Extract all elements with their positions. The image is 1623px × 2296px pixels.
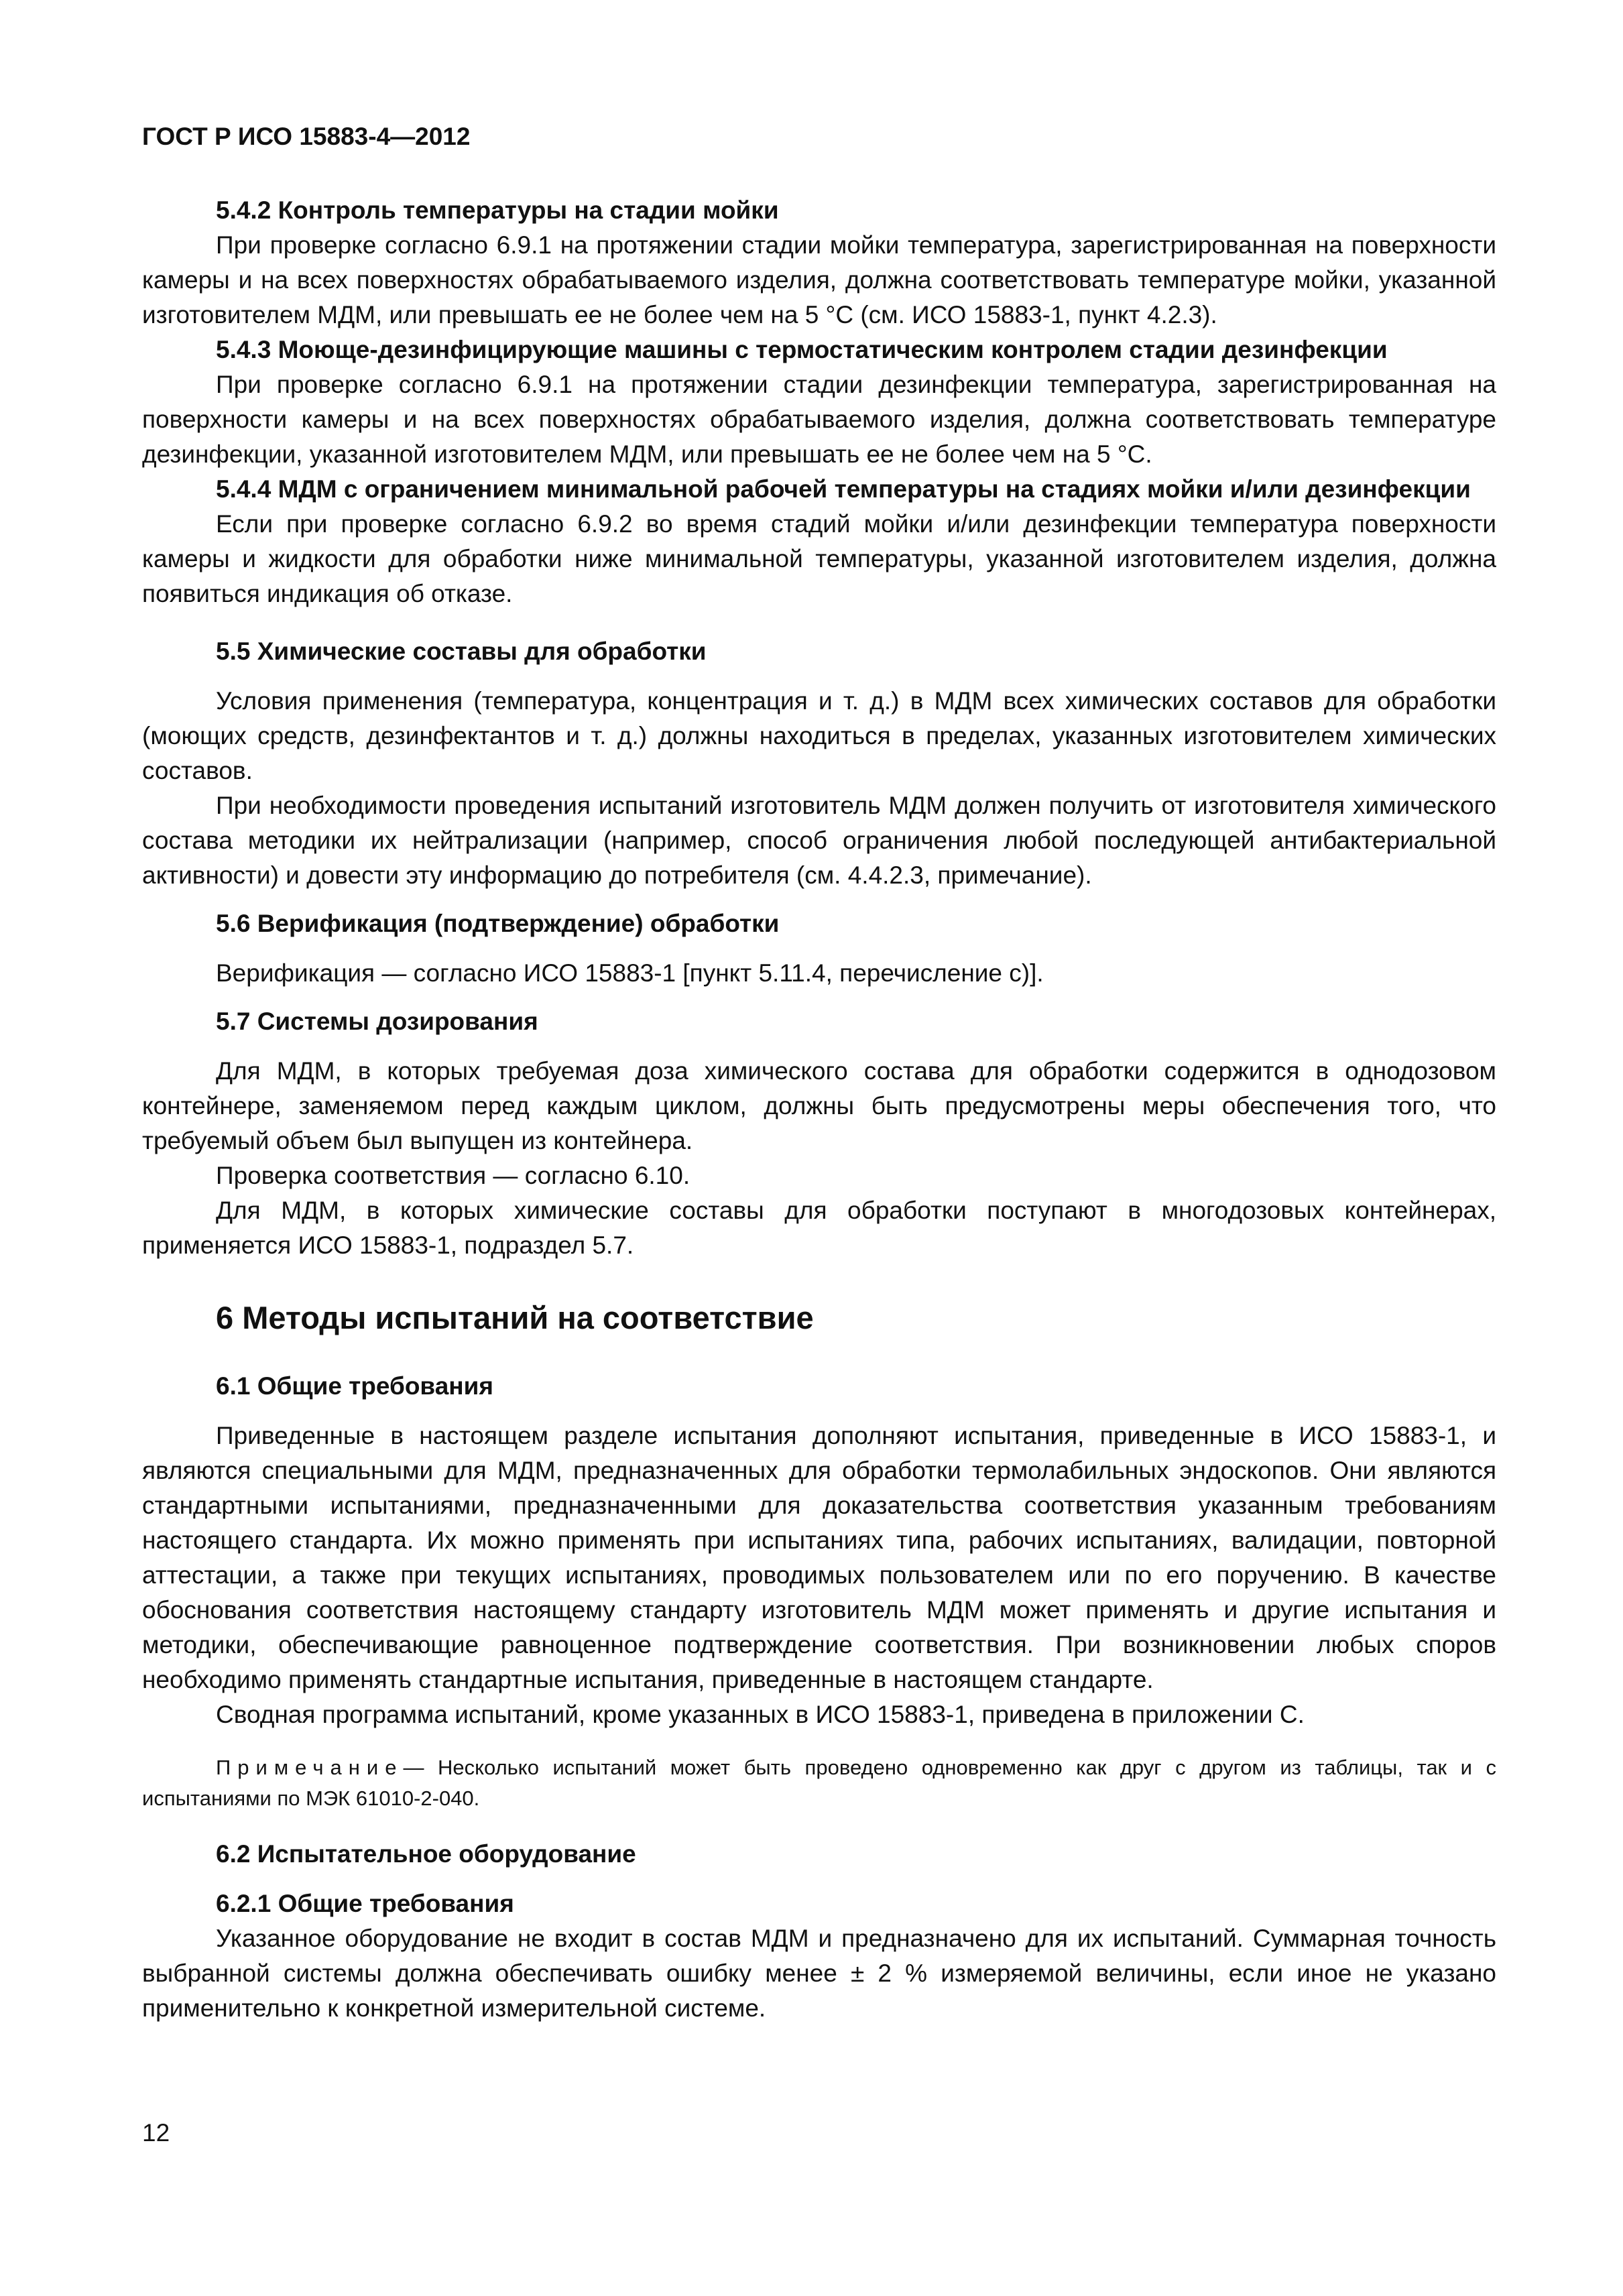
note-6-1	[142, 1752, 1496, 1814]
heading-5-4-2: 5.4.2 Контроль температуры на стадии мойки	[216, 196, 779, 224]
paragraph-5-4-4: Если при проверке согласно 6.9.2 во время стадий мойки и/или дезинфекции температура поверхности камеры и жидкости для обработки ниже минимальной температуры, указанной изготовителем изделия, должна появиться индикация об отказе.	[142, 510, 1496, 607]
page-number: 12	[142, 2119, 170, 2147]
paragraph-5-7-1: Для МДМ, в которых требуемая доза химического состава для обработки содержится в однодозовом контейнере, заменяемом перед каждым циклом, должны быть предусмотрены меры обеспечения того, что требуемый объем был выпущен из контейнера.	[142, 1057, 1496, 1154]
paragraph-5-5-1: Условия применения (температура, концентрация и т. д.) в МДМ всех химических составов для обработки (моющих средств, дезинфектантов и т. д.) должны находиться в пределах, указанных изготовителем химических составов.	[142, 687, 1496, 784]
document-header: ГОСТ Р ИСО 15883-4—2012	[142, 123, 471, 150]
heading-5-4-3: 5.4.3 Моюще-дезинфицирующие машины с термостатическим контролем стадии дезинфекции	[216, 336, 1388, 363]
paragraph-6-2-1: Указанное оборудование не входит в состав МДМ и предназначено для их испытаний. Суммарная точность выбранной системы должна обеспечивать ошибку менее ± 2 % измеряемой величины, если иное не указано применительно к конкретной измерительной системе.	[142, 1925, 1496, 2022]
paragraph-6-1-1: Приведенные в настоящем разделе испытания дополняют испытания, приведенные в ИСО 15883-1, и являются специальными для МДМ, предназначенных для обработки термолабильных эндоскопов. Они являются стандартными испытаниями, предназначенными для доказательства соответствия указанным требованиям настоящего стандарта. Их можно применять при испытаниях типа, рабочих испытаниях, валидации, повторной аттестации, а также при текущих испытаниях, проводимых пользователем или по его поручению. В качестве обоснования соответствия настоящему стандарту изготовитель МДМ может применять и другие испытания и методики, обеспечивающие равноценное подтверждение соответствия. При возникновении любых споров необходимо применять стандартные испытания, приведенные в настоящем стандарте.	[142, 1422, 1496, 1693]
paragraph-5-6: Верификация — согласно ИСО 15883-1 [пункт 5.11.4, перечисление с)].	[216, 959, 1044, 987]
heading-5-6: 5.6 Верификация (подтверждение) обработки	[216, 910, 780, 937]
paragraph-5-7-2: Проверка соответствия — согласно 6.10.	[216, 1162, 690, 1189]
heading-6-2-1: 6.2.1 Общие требования	[216, 1890, 514, 1917]
paragraph-5-7-3: Для МДМ, в которых химические составы для обработки поступают в многодозовых контейнерах, применяется ИСО 15883-1, подраздел 5.7.	[142, 1197, 1496, 1259]
heading-6-1: 6.1 Общие требования	[216, 1372, 493, 1400]
heading-5-7: 5.7 Системы дозирования	[216, 1008, 538, 1035]
paragraph-5-5-2: При необходимости проведения испытаний изготовитель МДМ должен получить от изготовителя химического состава методики их нейтрализации (например, способ ограничения любой последующей антибактериальной активности) и довести эту информацию до потребителя (см. 4.4.2.3, примечание).	[142, 792, 1496, 889]
document-page	[142, 121, 1496, 2026]
heading-6: 6 Методы испытаний на соответствие	[216, 1300, 814, 1335]
heading-5-4-4: 5.4.4 МДМ с ограничением минимальной рабочей температуры на стадиях мойки и/или дезинфекции	[216, 475, 1471, 503]
paragraph-5-4-3: При проверке согласно 6.9.1 на протяжении стадии дезинфекции температура, зарегистрированная на поверхности камеры и на всех поверхностях обрабатываемого изделия, должна соответствовать температуре дезинфекции, указанной изготовителем МДМ, или превышать ее не более чем на 5 °С.	[142, 371, 1496, 468]
heading-5-5: 5.5 Химические составы для обработки	[216, 638, 707, 665]
heading-6-2: 6.2 Испытательное оборудование	[216, 1840, 636, 1868]
note-label: Примечание	[216, 1756, 404, 1779]
note-text: — Несколько испытаний может быть проведено одновременно как друг с другом из таблицы, так и с испытаниями по МЭК 61010-2-040.	[142, 1756, 1496, 1810]
paragraph-5-4-2: При проверке согласно 6.9.1 на протяжении стадии мойки температура, зарегистрированная на поверхности камеры и на всех поверхностях обрабатываемого изделия, должна соответствовать температуре мойки, указанной изготовителем МДМ, или превышать ее не более чем на 5 °С (см. ИСО 15883-1, пункт 4.2.3).	[142, 231, 1496, 328]
paragraph-6-1-2: Сводная программа испытаний, кроме указанных в ИСО 15883-1, приведена в приложении С.	[216, 1701, 1305, 1728]
